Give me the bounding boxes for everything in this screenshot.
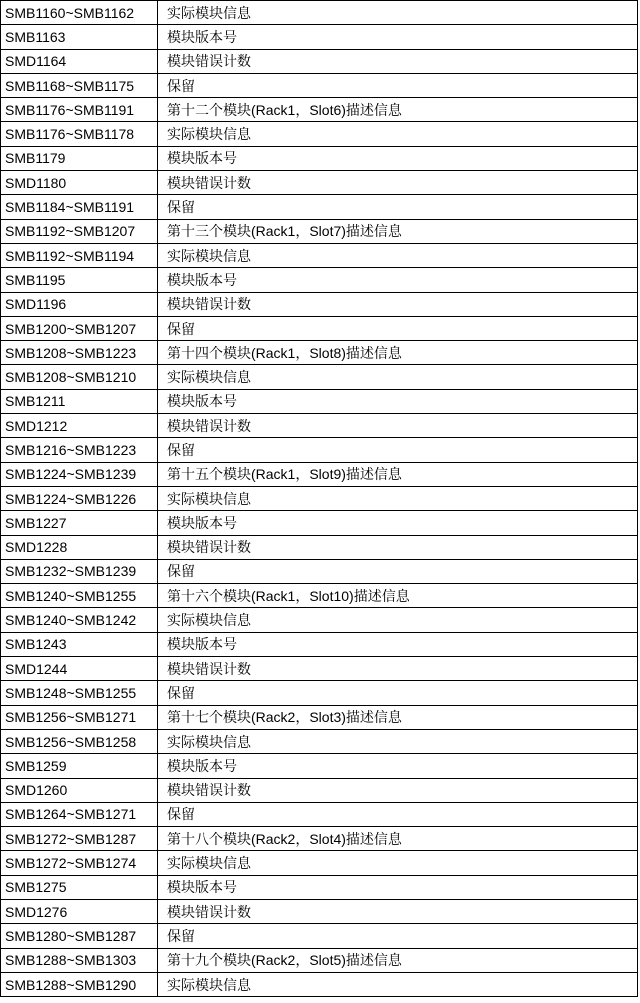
table-row [1, 389, 638, 413]
description-cell: 模块版本号 [158, 632, 638, 656]
address-cell: SMB1227 [1, 511, 158, 535]
address-cell: SMB1243 [1, 632, 158, 656]
address-cell: SMB1264~SMB1271 [1, 802, 158, 826]
address-cell: SMB1179 [1, 146, 158, 170]
description-cell: 第十六个模块(Rack1，Slot10)描述信息 [158, 584, 638, 608]
table-row [1, 632, 638, 656]
table-body [1, 1, 638, 997]
description-cell: 模块版本号 [158, 268, 638, 292]
address-cell: SMB1275 [1, 875, 158, 899]
description-cell: 实际模块信息 [158, 243, 638, 267]
description-cell: 第十三个模块(Rack1，Slot7)描述信息 [158, 219, 638, 243]
description-cell: 保留 [158, 924, 638, 948]
description-cell: 模块错误计数 [158, 292, 638, 316]
description-cell: 第十五个模块(Rack1，Slot9)描述信息 [158, 462, 638, 486]
address-cell: SMB1208~SMB1223 [1, 341, 158, 365]
address-cell: SMB1200~SMB1207 [1, 316, 158, 340]
table-row [1, 729, 638, 753]
table-row [1, 73, 638, 97]
address-cell: SMD1260 [1, 778, 158, 802]
address-cell: SMB1288~SMB1303 [1, 948, 158, 972]
description-cell: 实际模块信息 [158, 608, 638, 632]
description-cell: 保留 [158, 438, 638, 462]
address-cell: SMB1272~SMB1287 [1, 827, 158, 851]
description-cell: 模块错误计数 [158, 899, 638, 923]
description-cell: 实际模块信息 [158, 486, 638, 510]
table-row [1, 778, 638, 802]
address-cell: SMB1184~SMB1191 [1, 195, 158, 219]
description-cell: 第十七个模块(Rack2，Slot3)描述信息 [158, 705, 638, 729]
description-cell: 模块错误计数 [158, 657, 638, 681]
address-cell: SMB1211 [1, 389, 158, 413]
table-row [1, 438, 638, 462]
description-cell: 实际模块信息 [158, 851, 638, 875]
table-row [1, 414, 638, 438]
description-cell: 保留 [158, 802, 638, 826]
address-cell: SMB1192~SMB1207 [1, 219, 158, 243]
description-cell: 模块错误计数 [158, 778, 638, 802]
description-cell: 模块版本号 [158, 146, 638, 170]
table-row [1, 171, 638, 195]
description-cell: 实际模块信息 [158, 122, 638, 146]
description-cell: 模块错误计数 [158, 535, 638, 559]
table-row [1, 268, 638, 292]
address-cell: SMB1288~SMB1290 [1, 972, 158, 996]
description-cell: 第十四个模块(Rack1，Slot8)描述信息 [158, 341, 638, 365]
address-cell: SMD1196 [1, 292, 158, 316]
description-cell: 模块版本号 [158, 389, 638, 413]
table-row [1, 292, 638, 316]
description-cell: 模块错误计数 [158, 414, 638, 438]
address-cell: SMD1244 [1, 657, 158, 681]
table-row [1, 827, 638, 851]
address-cell: SMB1256~SMB1258 [1, 729, 158, 753]
table-row [1, 219, 638, 243]
address-cell: SMB1163 [1, 25, 158, 49]
table-row [1, 1, 638, 25]
address-cell: SMB1280~SMB1287 [1, 924, 158, 948]
description-cell: 模块版本号 [158, 875, 638, 899]
address-cell: SMB1160~SMB1162 [1, 1, 158, 25]
table-row [1, 875, 638, 899]
description-cell: 第十九个模块(Rack2，Slot5)描述信息 [158, 948, 638, 972]
table-row [1, 535, 638, 559]
address-cell: SMB1272~SMB1274 [1, 851, 158, 875]
table-row [1, 851, 638, 875]
table-row [1, 195, 638, 219]
address-cell: SMB1224~SMB1226 [1, 486, 158, 510]
address-cell: SMB1240~SMB1242 [1, 608, 158, 632]
address-cell: SMD1228 [1, 535, 158, 559]
address-cell: SMB1232~SMB1239 [1, 559, 158, 583]
address-cell: SMB1176~SMB1191 [1, 98, 158, 122]
description-cell: 模块版本号 [158, 25, 638, 49]
description-cell: 模块错误计数 [158, 49, 638, 73]
address-cell: SMB1256~SMB1271 [1, 705, 158, 729]
description-cell: 实际模块信息 [158, 1, 638, 25]
table-row [1, 584, 638, 608]
table-row [1, 608, 638, 632]
description-cell: 保留 [158, 559, 638, 583]
address-cell: SMB1176~SMB1178 [1, 122, 158, 146]
address-cell: SMB1195 [1, 268, 158, 292]
description-cell: 第十二个模块(Rack1，Slot6)描述信息 [158, 98, 638, 122]
table-row [1, 948, 638, 972]
description-cell: 实际模块信息 [158, 729, 638, 753]
address-cell: SMB1208~SMB1210 [1, 365, 158, 389]
description-cell: 保留 [158, 316, 638, 340]
table-row [1, 705, 638, 729]
table-row [1, 486, 638, 510]
address-cell: SMB1216~SMB1223 [1, 438, 158, 462]
description-cell: 保留 [158, 73, 638, 97]
description-cell: 第十八个模块(Rack2，Slot4)描述信息 [158, 827, 638, 851]
table-row [1, 754, 638, 778]
address-cell: SMD1212 [1, 414, 158, 438]
address-cell: SMB1248~SMB1255 [1, 681, 158, 705]
address-cell: SMB1192~SMB1194 [1, 243, 158, 267]
table-row [1, 122, 638, 146]
table-row [1, 924, 638, 948]
table-row [1, 681, 638, 705]
address-cell: SMD1164 [1, 49, 158, 73]
table-row [1, 899, 638, 923]
table-row [1, 511, 638, 535]
table-row [1, 243, 638, 267]
address-cell: SMD1180 [1, 171, 158, 195]
description-cell: 保留 [158, 681, 638, 705]
address-cell: SMD1276 [1, 899, 158, 923]
table-row [1, 49, 638, 73]
table-row [1, 316, 638, 340]
table-row [1, 802, 638, 826]
address-cell: SMB1240~SMB1255 [1, 584, 158, 608]
description-cell: 保留 [158, 195, 638, 219]
description-cell: 实际模块信息 [158, 365, 638, 389]
description-cell: 模块错误计数 [158, 171, 638, 195]
address-cell: SMB1259 [1, 754, 158, 778]
table-row [1, 559, 638, 583]
description-cell: 模块版本号 [158, 511, 638, 535]
table-row [1, 657, 638, 681]
table-row [1, 462, 638, 486]
address-cell: SMB1224~SMB1239 [1, 462, 158, 486]
table-row [1, 365, 638, 389]
table-row [1, 146, 638, 170]
description-cell: 实际模块信息 [158, 972, 638, 996]
table-row [1, 98, 638, 122]
table-row [1, 25, 638, 49]
description-cell: 模块版本号 [158, 754, 638, 778]
address-cell: SMB1168~SMB1175 [1, 73, 158, 97]
table-row [1, 972, 638, 996]
table-row [1, 341, 638, 365]
